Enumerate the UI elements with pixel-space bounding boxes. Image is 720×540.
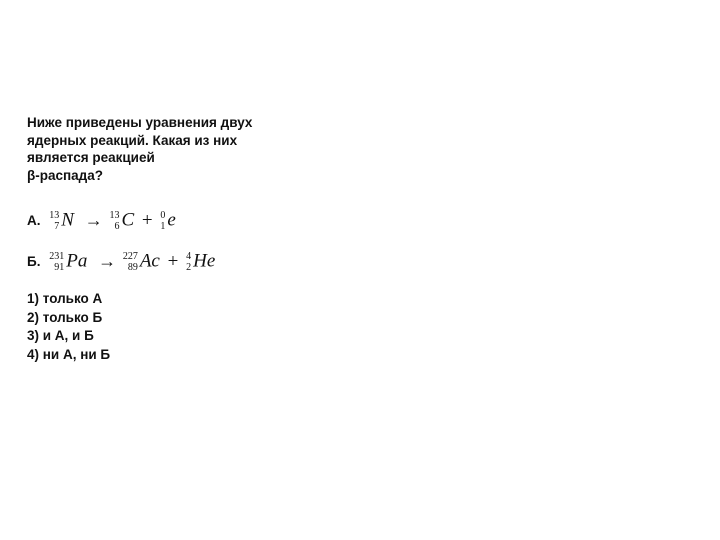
charge-number: 7 xyxy=(54,220,60,232)
nuclide-actinium xyxy=(123,250,160,273)
element-symbol: N xyxy=(61,209,74,231)
nuclide-positron xyxy=(160,209,175,232)
answer-option-2[interactable]: 2) только Б xyxy=(27,309,103,325)
nuclide-helium xyxy=(186,250,215,273)
answer-options xyxy=(27,290,110,364)
plus-sign: + xyxy=(167,250,179,272)
element-symbol: Pa xyxy=(66,250,88,272)
answer-option-1[interactable]: 1) только А xyxy=(27,291,103,306)
element-symbol: Ac xyxy=(139,250,160,272)
element-symbol: He xyxy=(193,250,216,272)
charge-number: 91 xyxy=(54,261,65,273)
question-line: ядерных реакций. Какая из них xyxy=(27,132,238,148)
mass-number: 13 xyxy=(109,209,120,221)
reaction-a xyxy=(27,209,176,232)
charge-number: 2 xyxy=(186,261,192,273)
reaction-b xyxy=(27,250,215,273)
nuclide-carbon xyxy=(109,209,134,232)
plus-sign: + xyxy=(141,209,153,231)
mass-number: 227 xyxy=(122,250,138,262)
element-symbol: e xyxy=(167,209,176,231)
reaction-arrow-icon: → xyxy=(98,251,117,272)
charge-number: 6 xyxy=(114,220,120,232)
element-symbol: C xyxy=(121,209,135,231)
mass-number: 13 xyxy=(49,209,60,221)
reaction-a-label: А. xyxy=(27,213,41,229)
question-line: β-распада? xyxy=(27,167,103,183)
mass-number: 231 xyxy=(49,250,65,262)
question-text xyxy=(27,114,277,184)
nuclide-nitrogen xyxy=(49,209,74,232)
question-line: является реакцией xyxy=(27,150,155,165)
charge-number: 1 xyxy=(160,220,166,232)
mass-number: 0 xyxy=(160,209,166,221)
answer-option-3[interactable]: 3) и А, и Б xyxy=(27,328,94,343)
reaction-b-label: Б. xyxy=(27,254,41,270)
nuclide-protactinium xyxy=(49,250,87,273)
question-line: Ниже приведены уравнения двух xyxy=(27,115,253,130)
reaction-arrow-icon: → xyxy=(84,210,103,231)
mass-number: 4 xyxy=(186,250,192,262)
answer-option-4[interactable]: 4) ни А, ни Б xyxy=(27,346,111,362)
charge-number: 89 xyxy=(127,261,138,273)
